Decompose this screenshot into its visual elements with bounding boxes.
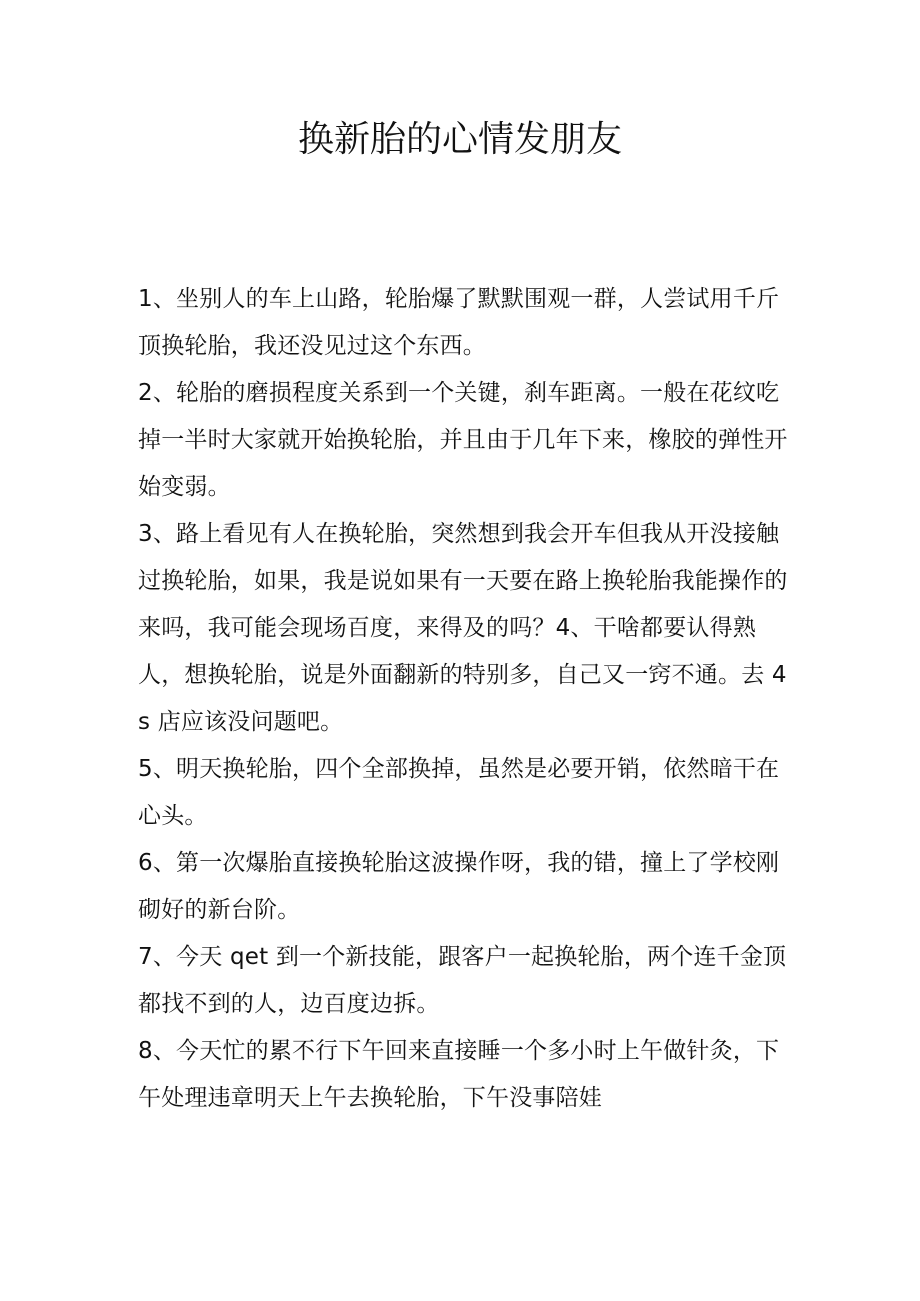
paragraph-7: 7、今天 qet 到一个新技能，跟客户一起换轮胎，两个连千金顶都找不到的人，边百度边拆。 — [138, 944, 787, 1017]
document-title: 换新胎的心情发朋友 — [297, 119, 622, 160]
paragraph-3: 3、路上看见有人在换轮胎，突然想到我会开车但我从开没接触过换轮胎，如果，我是说如果有一天要在路上换轮胎我能操作的来吗，我可能会现场百度，来得及的吗？4、干啥都要认得熟人，想换轮胎，说是外面翻新的特别多，自己又一窍不通。去 4s 店应该没问题吧。 — [138, 521, 788, 735]
paragraph-8: 8、今天忙的累不行下午回来直接睡一个多小时上午做针灸，下午处理违章明天上午去换轮胎，下午没事陪娃 — [138, 1038, 780, 1111]
paragraph-2: 2、轮胎的磨损程度关系到一个关键，刹车距离。一般在花纹吃掉一半时大家就开始换轮胎，并且由于几年下来，橡胶的弹性开始变弱。 — [138, 380, 788, 500]
paragraph-1: 1、坐别人的车上山路，轮胎爆了默默围观一群，人尝试用千斤顶换轮胎，我还没见过这个东西。 — [138, 286, 780, 359]
document-body — [138, 276, 788, 1122]
paragraph-6: 6、第一次爆胎直接换轮胎这波操作呀，我的错，撞上了学校刚砌好的新台阶。 — [138, 850, 780, 923]
paragraph-5: 5、明天换轮胎，四个全部换掉，虽然是必要开销，依然暗干在心头。 — [138, 756, 780, 829]
